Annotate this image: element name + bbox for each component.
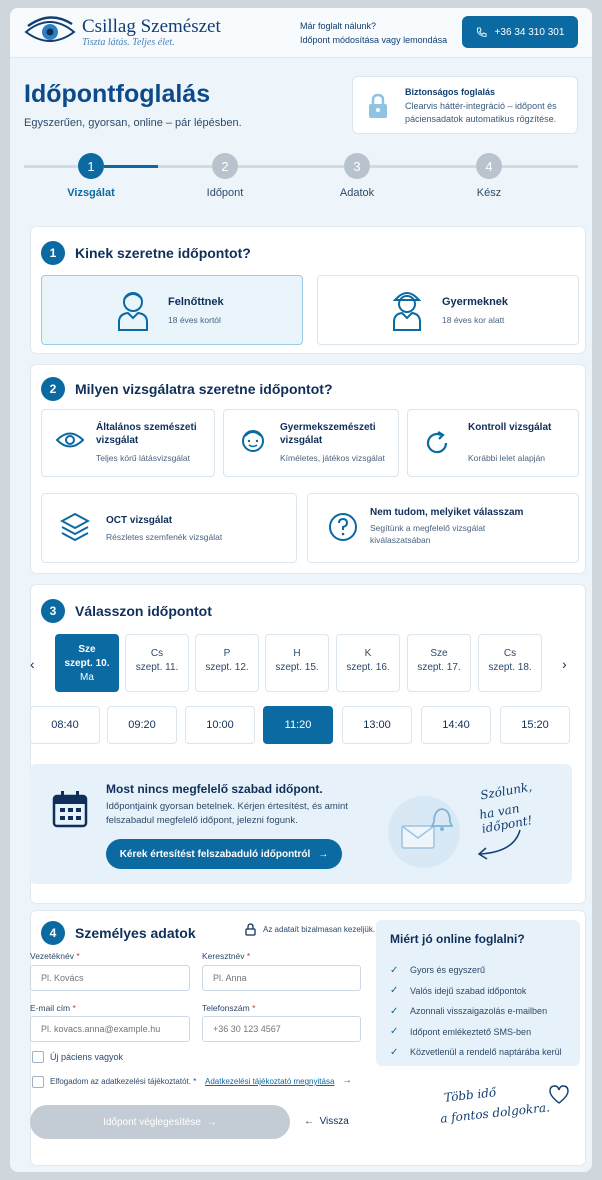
option-control-title: Kontroll vizsgálat [468, 422, 552, 433]
lastname-label-text: Vezetéknév [30, 951, 74, 961]
check-icon: ✓ [390, 964, 399, 976]
date-option[interactable] [195, 634, 259, 692]
date-option[interactable] [55, 634, 119, 692]
required-mark: * [193, 1077, 197, 1086]
date-day: Cs [503, 648, 517, 659]
option-unsure-title: Nem tudom, melyiket válasszam [370, 507, 524, 518]
date-option[interactable] [478, 634, 542, 692]
stepper-line [158, 165, 212, 168]
why-item-text: Időpont emlékeztető SMS-ben [410, 1026, 532, 1037]
step-4-label: Kész [476, 187, 502, 199]
section-1-number: 1 [41, 241, 65, 265]
phone-icon [476, 27, 487, 38]
option-general-title: Általános szemészeti vizsgálat [96, 422, 197, 446]
option-unsure-desc: Segítünk a megfelelő vizsgálat kiválaszatsában [370, 523, 486, 545]
page-subtitle: Egyszerűen, gyorsan, online – pár lépésben. [24, 117, 242, 129]
step-2-label: Időpont [206, 187, 244, 199]
time-slot[interactable]: 15:20 [500, 706, 570, 744]
email-input[interactable] [30, 1016, 190, 1042]
notify-button-label: Kérek értesítést felszabaduló időpontról [119, 848, 311, 860]
option-adult-desc: 18 éves kortól [168, 315, 221, 325]
modify-booking-link[interactable]: Időpont módosítása vagy lemondása [300, 35, 448, 45]
child-face-icon [240, 426, 266, 454]
option-child[interactable] [317, 275, 579, 345]
section-4-title: Személyes adatok [75, 925, 196, 941]
layers-icon [60, 512, 90, 544]
step-3-label: Adatok [339, 187, 375, 199]
time-slot[interactable]: 14:40 [421, 706, 491, 744]
finalize-button-label: Időpont véglegesítése [103, 1116, 201, 1128]
lastname-label [30, 951, 80, 961]
required-mark: * [76, 951, 80, 961]
option-child-exam-title: Gyermekszemészeti vizsgálat [280, 422, 376, 446]
step-1-dot[interactable]: 1 [78, 153, 104, 179]
why-item [390, 1001, 562, 1022]
handwritten-note-1: Szólunk, [479, 779, 533, 803]
date-day: P [223, 648, 231, 659]
adult-icon [116, 288, 150, 332]
required-mark: * [72, 1003, 76, 1013]
date-value: szept. 12. [205, 662, 249, 673]
why-item-text: Valós idejű szabad időpontok [410, 985, 527, 996]
new-patient-checkbox[interactable] [32, 1051, 44, 1063]
date-value: szept. 10. [64, 658, 110, 669]
option-unsure[interactable] [307, 493, 579, 563]
time-slot-selected[interactable]: 11:20 [263, 706, 333, 744]
date-day: Cs [150, 648, 164, 659]
step-4-dot[interactable]: 4 [476, 153, 502, 179]
step-2-dot[interactable]: 2 [212, 153, 238, 179]
check-icon: ✓ [390, 985, 399, 997]
phone-button[interactable] [462, 16, 578, 48]
email-label [30, 1003, 76, 1013]
prev-dates-arrow[interactable]: ‹ [30, 656, 35, 672]
stepper-line [370, 165, 476, 168]
lock-icon [367, 93, 389, 119]
privacy-note: Az adataít bizalmasan kezeljük. [263, 925, 376, 934]
finalize-button[interactable] [30, 1105, 290, 1139]
time-slot[interactable]: 13:00 [342, 706, 412, 744]
accept-label-text: Elfogadom az adatkezelési tájékoztatót. [50, 1077, 191, 1086]
required-mark: * [246, 951, 251, 961]
brand-tagline: Tiszta látás. Teljes élet. [82, 37, 175, 48]
no-slot-box [30, 764, 572, 884]
mail-bell-icon [386, 790, 466, 870]
accept-checkbox[interactable] [32, 1076, 44, 1088]
option-child-exam-desc: Kíméletes, játékos vizsgálat [280, 453, 385, 463]
option-child-title: Gyermeknek [442, 296, 509, 308]
option-control-exam[interactable] [407, 409, 579, 477]
time-slot[interactable]: 10:00 [185, 706, 255, 744]
why-item-text: Azonnali visszaigazolás e-mailben [410, 1006, 548, 1017]
no-slot-title: Most nincs megfelelő szabad időpont. [106, 782, 323, 796]
phone-label-text: Telefonszám [202, 1003, 250, 1013]
date-value: szept. 11. [135, 662, 179, 673]
option-oct-title: OCT vizsgálat [106, 515, 173, 526]
privacy-policy-link[interactable]: Adatkezelési tájékoztató megnyitása [205, 1077, 335, 1086]
date-option[interactable] [265, 634, 329, 692]
why-item [390, 960, 562, 981]
site-header [10, 8, 592, 58]
handwritten-note-2: ha van időpont! [478, 801, 534, 836]
option-child-desc: 18 éves kor alatt [442, 315, 505, 325]
back-button-label: Vissza [319, 1116, 349, 1127]
secure-desc: Clearvis háttér-integráció – időpont és páciensadatok automatikus rögzítése. [405, 101, 557, 124]
check-icon: ✓ [390, 1026, 399, 1038]
lock-small-icon [245, 923, 256, 936]
section-2-number: 2 [41, 377, 65, 401]
date-option[interactable] [125, 634, 189, 692]
new-patient-label: Új páciens vagyok [50, 1052, 124, 1062]
arrow-left-icon: ← [304, 1116, 314, 1127]
why-item [390, 1042, 562, 1063]
handwritten-note-3: Több idő [443, 1085, 497, 1105]
email-label-text: E-mail cím [30, 1003, 71, 1013]
step-1-label: Vizsgálat [67, 187, 115, 199]
booking-page [10, 8, 592, 1172]
secure-booking-box [352, 76, 578, 134]
firstname-input[interactable] [202, 965, 361, 991]
why-online-box [376, 920, 580, 1066]
option-adult[interactable] [41, 275, 303, 345]
option-child-exam[interactable] [223, 409, 399, 477]
already-booked-text: Már foglalt nálunk? [300, 21, 377, 31]
option-oct-desc: Részletes szemfenék vizsgálat [106, 532, 223, 542]
stepper-line [238, 165, 344, 168]
phone-input[interactable] [202, 1016, 361, 1042]
curved-arrow-icon [474, 826, 524, 862]
stepper-line-active [104, 165, 158, 168]
eye-icon [56, 430, 84, 450]
date-value: szept. 16. [346, 662, 390, 673]
time-slot[interactable]: 08:40 [30, 706, 100, 744]
stepper-line [502, 165, 578, 168]
calendar-icon [52, 790, 88, 828]
step-3-dot[interactable]: 3 [344, 153, 370, 179]
check-icon: ✓ [390, 1046, 399, 1058]
child-icon [390, 286, 424, 332]
section-3-title: Válasszon időpontot [75, 603, 212, 619]
firstname-label-text: Keresztnév [202, 951, 245, 961]
why-item-text: Gyors és egyszerű [410, 965, 486, 976]
refresh-icon [424, 430, 450, 456]
heart-icon [548, 1084, 570, 1106]
date-day: Sze [78, 644, 96, 655]
option-oct-exam[interactable] [41, 493, 297, 563]
firstname-label [202, 951, 250, 961]
no-slot-desc: Időpontjaink gyorsan betelnek. Kérjen értesítést, és amint felszabadul megfelelő időpont, jelezni fogunk. [106, 801, 348, 826]
why-item [390, 1022, 562, 1043]
date-day: H [293, 648, 301, 659]
phone-number: +36 34 310 301 [494, 26, 565, 38]
handwritten-note-4: a fontos dolgokra. [439, 1100, 551, 1126]
section-2-title: Milyen vizsgálatra szeretne időpontot? [75, 381, 333, 397]
eye-logo-icon [24, 16, 76, 46]
section-3-number: 3 [41, 599, 65, 623]
back-button[interactable] [304, 1116, 349, 1127]
accept-label [50, 1077, 196, 1086]
required-mark: * [252, 1003, 256, 1013]
lastname-input[interactable] [30, 965, 190, 991]
notify-button[interactable] [106, 839, 342, 869]
date-extra: Ma [80, 672, 94, 683]
why-item [390, 981, 562, 1002]
why-title: Miért jó online foglalni? [390, 932, 525, 946]
option-adult-title: Felnőttnek [168, 296, 224, 308]
section-exam-type [30, 364, 586, 574]
question-icon [328, 512, 358, 542]
option-general-exam[interactable] [41, 409, 215, 477]
date-option[interactable] [407, 634, 471, 692]
why-list [390, 960, 562, 1063]
section-1-title: Kinek szeretne időpontot? [75, 245, 251, 261]
date-value: szept. 18. [488, 662, 532, 673]
date-day: Sze [430, 648, 448, 659]
page-title: Időpontfoglalás [24, 80, 211, 108]
option-control-desc: Korábbi lelet alapján [468, 453, 546, 463]
brand-name: Csillag Szemészet [82, 16, 221, 37]
phone-label [202, 1003, 255, 1013]
already-booked [300, 19, 447, 47]
arrow-right-icon: → [318, 848, 329, 860]
next-dates-arrow[interactable]: › [562, 656, 567, 672]
date-value: szept. 17. [417, 662, 461, 673]
section-4-number: 4 [41, 921, 65, 945]
arrow-right-icon: → [206, 1116, 217, 1128]
date-value: szept. 15. [275, 662, 319, 673]
date-day: K [364, 648, 372, 659]
section-who [30, 226, 586, 354]
secure-title: Biztonságos foglalás [405, 87, 496, 97]
time-slot[interactable]: 09:20 [107, 706, 177, 744]
option-general-desc: Teljes körű látásvizsgálat [96, 453, 191, 463]
check-icon: ✓ [390, 1005, 399, 1017]
stepper-line [24, 165, 78, 168]
why-item-text: Közvetlenül a rendelő naptárába kerül [410, 1047, 562, 1058]
date-option[interactable] [336, 634, 400, 692]
arrow-right-icon: → [342, 1075, 352, 1086]
